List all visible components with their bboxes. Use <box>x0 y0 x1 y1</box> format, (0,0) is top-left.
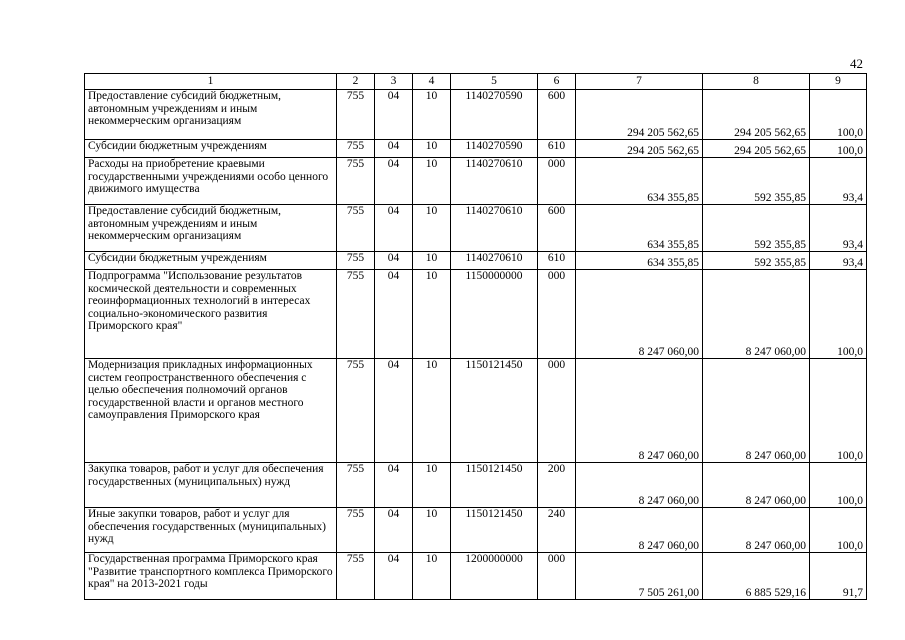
row-code-2: 755 <box>337 90 375 140</box>
row-value-7: 634 355,85 <box>576 158 703 205</box>
row-code-6: 240 <box>538 508 576 553</box>
row-code-3: 04 <box>375 463 413 508</box>
row-name: Закупка товаров, работ и услуг для обеспечения государственных (муниципальных) нужд <box>85 463 337 508</box>
row-code-5: 1200000000 <box>451 553 538 600</box>
row-name: Государственная программа Приморского края "Развитие транспортного комплекса Приморского края" на 2013-2021 годы <box>85 553 337 600</box>
row-code-5: 1140270610 <box>451 252 538 270</box>
row-code-4: 10 <box>413 463 451 508</box>
row-code-5: 1140270590 <box>451 140 538 158</box>
row-value-7: 8 247 060,00 <box>576 359 703 463</box>
row-value-9: 93,4 <box>810 252 867 270</box>
table-row <box>85 158 867 205</box>
row-code-3: 04 <box>375 553 413 600</box>
row-value-9: 100,0 <box>810 140 867 158</box>
row-code-6: 600 <box>538 205 576 252</box>
row-code-6: 610 <box>538 252 576 270</box>
row-code-2: 755 <box>337 463 375 508</box>
row-value-8: 6 885 529,16 <box>703 553 810 600</box>
row-value-9: 93,4 <box>810 158 867 205</box>
row-code-5: 1140270590 <box>451 90 538 140</box>
row-value-8: 592 355,85 <box>703 252 810 270</box>
row-code-6: 000 <box>538 158 576 205</box>
row-value-7: 634 355,85 <box>576 252 703 270</box>
row-code-2: 755 <box>337 205 375 252</box>
row-code-2: 755 <box>337 508 375 553</box>
row-value-8: 294 205 562,65 <box>703 140 810 158</box>
page-number: 42 <box>850 56 863 71</box>
row-code-5: 1150121450 <box>451 508 538 553</box>
row-code-5: 1150000000 <box>451 270 538 359</box>
header-cell: 8 <box>703 74 810 90</box>
row-name: Подпрограмма "Использование результатов космической деятельности и современных геоинформационных технологий в интересах социально-экономического развития Приморского края" <box>85 270 337 359</box>
row-code-4: 10 <box>413 553 451 600</box>
row-code-4: 10 <box>413 252 451 270</box>
table-row <box>85 252 867 270</box>
row-code-2: 755 <box>337 252 375 270</box>
row-name: Иные закупки товаров, работ и услуг для обеспечения государственных (муниципальных) нужд <box>85 508 337 553</box>
row-value-8: 592 355,85 <box>703 205 810 252</box>
table-row <box>85 553 867 600</box>
header-row <box>85 74 867 90</box>
row-code-4: 10 <box>413 270 451 359</box>
row-value-9: 100,0 <box>810 359 867 463</box>
row-name: Модернизация прикладных информационных систем геопространственного обеспечения с целью обеспечения полномочий органов государственной власти и органов местного самоуправления Приморского края <box>85 359 337 463</box>
row-name: Предоставление субсидий бюджетным, автономным учреждениям и иным некоммерческим организациям <box>85 90 337 140</box>
budget-table <box>84 73 867 600</box>
row-name: Субсидии бюджетным учреждениям <box>85 140 337 158</box>
row-value-9: 93,4 <box>810 205 867 252</box>
row-code-3: 04 <box>375 90 413 140</box>
row-value-8: 8 247 060,00 <box>703 270 810 359</box>
row-code-3: 04 <box>375 158 413 205</box>
row-code-6: 000 <box>538 270 576 359</box>
row-code-6: 000 <box>538 553 576 600</box>
row-code-4: 10 <box>413 359 451 463</box>
row-code-3: 04 <box>375 140 413 158</box>
header-cell: 2 <box>337 74 375 90</box>
row-code-3: 04 <box>375 252 413 270</box>
row-value-9: 100,0 <box>810 463 867 508</box>
row-value-8: 592 355,85 <box>703 158 810 205</box>
row-value-7: 8 247 060,00 <box>576 508 703 553</box>
row-code-2: 755 <box>337 359 375 463</box>
header-cell: 1 <box>85 74 337 90</box>
table-row <box>85 463 867 508</box>
row-code-5: 1140270610 <box>451 205 538 252</box>
row-code-6: 600 <box>538 90 576 140</box>
table-row <box>85 359 867 463</box>
row-value-8: 8 247 060,00 <box>703 359 810 463</box>
row-code-2: 755 <box>337 270 375 359</box>
row-code-4: 10 <box>413 158 451 205</box>
row-value-7: 294 205 562,65 <box>576 140 703 158</box>
row-name: Расходы на приобретение краевыми государственными учреждениями особо ценного движимого имущества <box>85 158 337 205</box>
row-code-4: 10 <box>413 90 451 140</box>
row-name: Субсидии бюджетным учреждениям <box>85 252 337 270</box>
table-row <box>85 205 867 252</box>
row-code-2: 755 <box>337 158 375 205</box>
row-value-7: 8 247 060,00 <box>576 270 703 359</box>
row-code-6: 610 <box>538 140 576 158</box>
row-value-8: 8 247 060,00 <box>703 463 810 508</box>
row-code-6: 000 <box>538 359 576 463</box>
row-value-9: 100,0 <box>810 270 867 359</box>
row-value-7: 634 355,85 <box>576 205 703 252</box>
header-cell: 6 <box>538 74 576 90</box>
row-code-3: 04 <box>375 270 413 359</box>
table-row <box>85 508 867 553</box>
row-code-5: 1150121450 <box>451 359 538 463</box>
row-value-8: 294 205 562,65 <box>703 90 810 140</box>
row-value-7: 7 505 261,00 <box>576 553 703 600</box>
row-code-3: 04 <box>375 205 413 252</box>
row-value-7: 294 205 562,65 <box>576 90 703 140</box>
row-code-2: 755 <box>337 140 375 158</box>
header-cell: 5 <box>451 74 538 90</box>
header-cell: 7 <box>576 74 703 90</box>
row-code-4: 10 <box>413 140 451 158</box>
row-code-3: 04 <box>375 359 413 463</box>
row-code-3: 04 <box>375 508 413 553</box>
row-value-7: 8 247 060,00 <box>576 463 703 508</box>
row-name: Предоставление субсидий бюджетным, автономным учреждениям и иным некоммерческим организациям <box>85 205 337 252</box>
table-row <box>85 140 867 158</box>
row-value-9: 100,0 <box>810 90 867 140</box>
row-value-8: 8 247 060,00 <box>703 508 810 553</box>
row-code-5: 1140270610 <box>451 158 538 205</box>
row-value-9: 91,7 <box>810 553 867 600</box>
header-cell: 9 <box>810 74 867 90</box>
row-code-6: 200 <box>538 463 576 508</box>
row-value-9: 100,0 <box>810 508 867 553</box>
row-code-2: 755 <box>337 553 375 600</box>
table-row <box>85 270 867 359</box>
row-code-4: 10 <box>413 508 451 553</box>
row-code-5: 1150121450 <box>451 463 538 508</box>
header-cell: 3 <box>375 74 413 90</box>
table-row <box>85 90 867 140</box>
header-cell: 4 <box>413 74 451 90</box>
row-code-4: 10 <box>413 205 451 252</box>
